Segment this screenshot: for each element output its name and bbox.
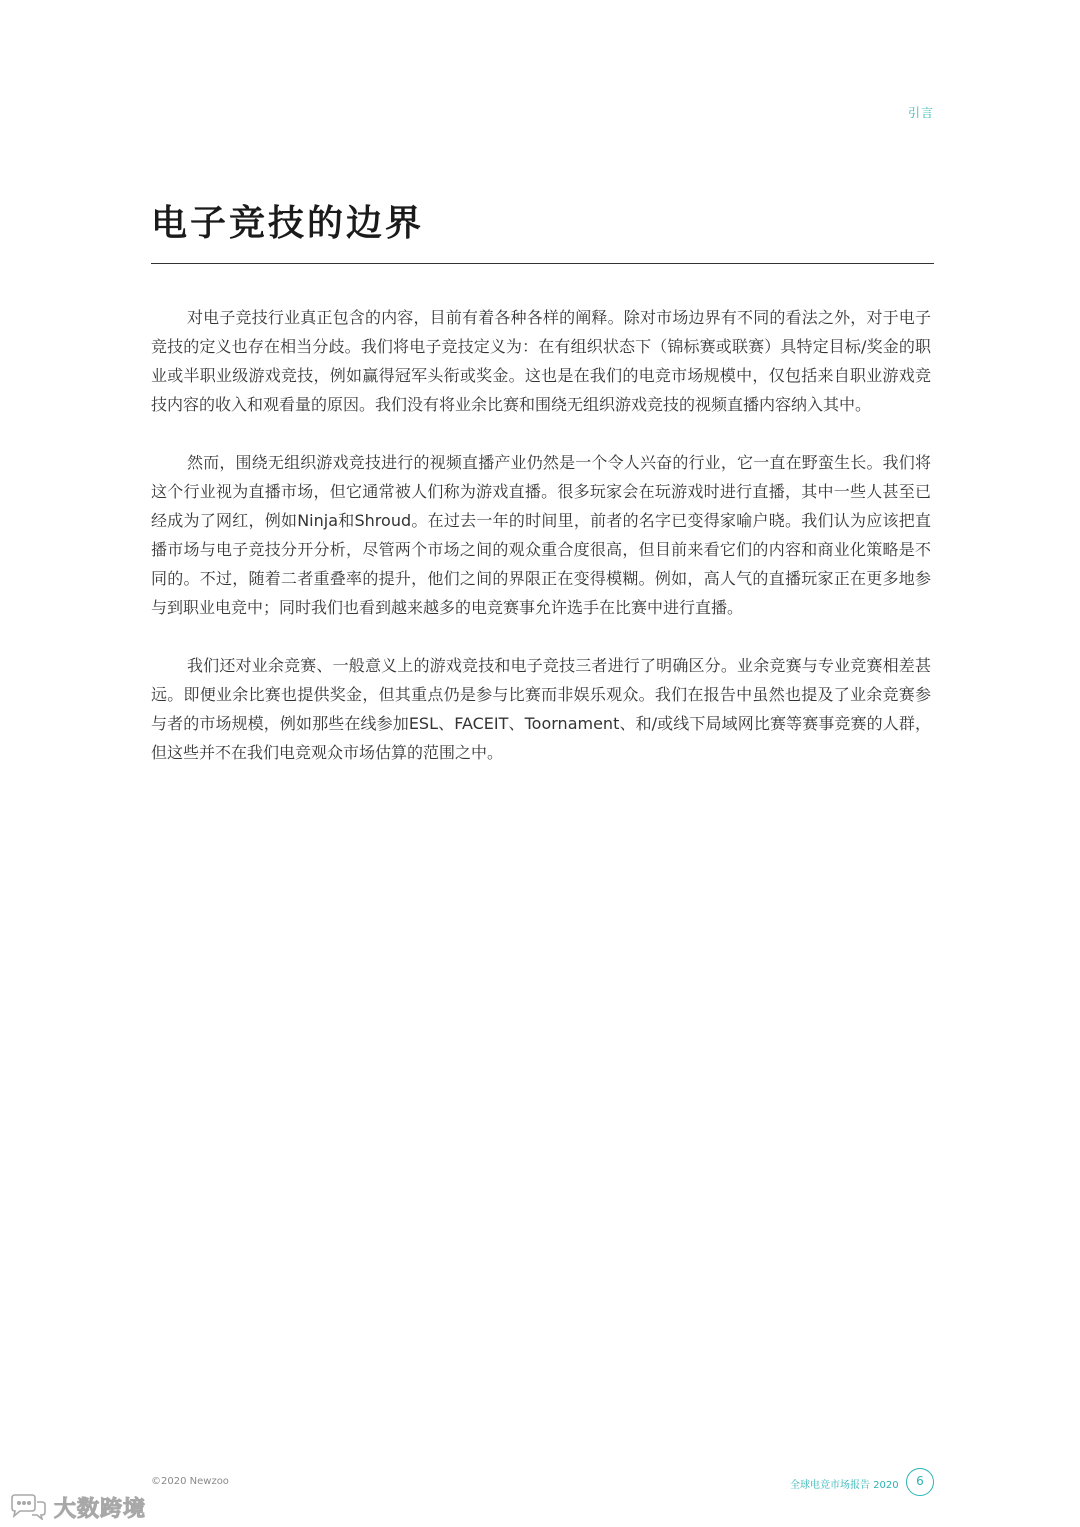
body-paragraph: 然而，围绕无组织游戏竞技进行的视频直播产业仍然是一个令人兴奋的行业，它一直在野蛮生长。我们将这个行业视为直播市场，但它通常被人们称为游戏直播。很多玩家会在玩游戏时进行直播，其中一些人甚至已经成为了网红，例如Ninja和Shroud。在过去一年的时间里，前者的名字已变得家喻户晓。我们认为应该把直播市场与电子竞技分开分析，尽管两个市场之间的观众重合度很高，但目前来看它们的内容和商业化策略是不同的。不过，随着二者重叠率的提升，他们之间的界限正在变得模糊。例如，高人气的直播玩家正在更多地参与到职业电竞中；同时我们也看到越来越多的电竞赛事允许选手在比赛中进行直播。: [151, 453, 931, 617]
page-number-badge: 6: [906, 1468, 934, 1496]
body-text: [151, 303, 931, 796]
page-title: 电子竞技的边界: [151, 203, 425, 244]
title-divider: [151, 263, 934, 264]
chat-bubble-logo-icon: [8, 1494, 48, 1520]
body-paragraph: 我们还对业余竞赛、一般意义上的游戏竞技和电子竞技三者进行了明确区分。业余竞赛与专业竞赛相差甚远。即便业余比赛也提供奖金，但其重点仍是参与比赛而非娱乐观众。我们在报告中虽然也提及了业余竞赛参与者的市场规模，例如那些在线参加ESL、FACEIT、Toornament、和/或线下局域网比赛等赛事竞赛的人群，但这些并不在我们电竞观众市场估算的范围之中。: [151, 656, 931, 762]
footer-report-name: 全球电竞市场报告 2020: [790, 1480, 899, 1491]
body-paragraph: 对电子竞技行业真正包含的内容，目前有着各种各样的阐释。除对市场边界有不同的看法之外，对于电子竞技的定义也存在相当分歧。我们将电子竞技定义为：在有组织状态下（锦标赛或联赛）具特定目标/奖金的职业或半职业级游戏竞技，例如赢得冠军头衔或奖金。这也是在我们的电竞市场规模中，仅包括来自职业游戏竞技内容的收入和观看量的原因。我们没有将业余比赛和围绕无组织游戏竞技的视频直播内容纳入其中。: [151, 308, 931, 414]
footer-copyright: ©2020 Newzoo: [151, 1476, 229, 1487]
watermark-text: 大数跨境: [54, 1496, 147, 1522]
watermark: [8, 1492, 146, 1522]
section-tag: 引言: [907, 106, 934, 120]
